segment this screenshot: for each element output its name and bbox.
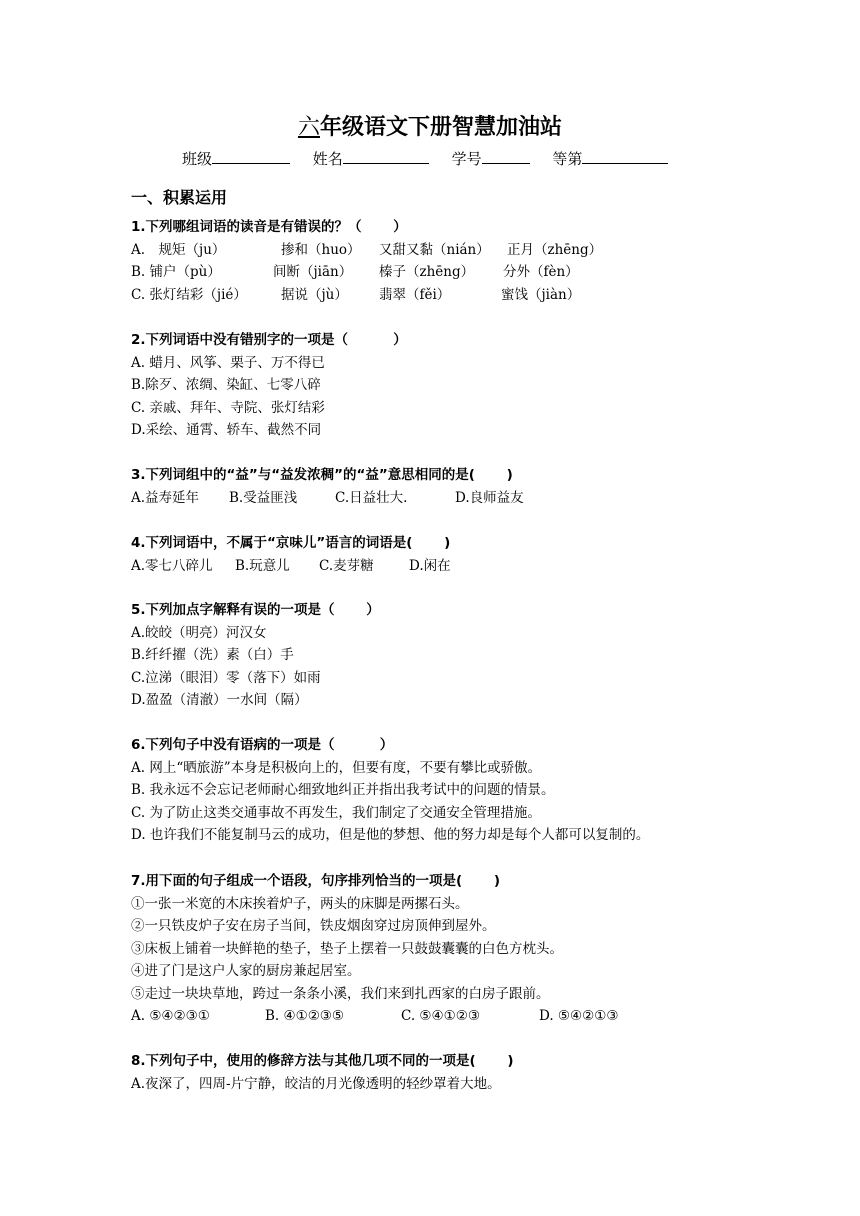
field-number: 学号 [452,150,530,168]
sentence-4: ④进了门是这户人家的厨房兼起居室。 [131,963,361,979]
question-stem: 6.下列句子中没有语病的一项是（ ） [131,737,394,753]
question-2 [131,329,407,442]
question-6 [131,734,649,847]
question-stem: 3.下列词组中的“益”与“益发浓稠”的“益”意思相同的是( ) [131,467,513,483]
option-line: A. 规矩（ju） 掺和（huo） 又甜又黏（nián） 正月（zhēng） [131,241,603,258]
option-line: A. ⑤④②③① B. ④①②③⑤ C. ⑤④①②③ D. ⑤④②①③ [131,1008,619,1024]
question-7 [131,870,618,1028]
option-line: A.零七八碎儿 B.玩意儿 C.麦芽糖 D.闲在 [131,557,451,574]
option-b: B.纤纤擢（洗）素（白）手 [131,647,294,663]
option-line: C. 张灯结彩（jié） 据说（jù） 翡翠（fěi） 蜜饯（jiàn） [131,286,581,303]
option-d: D.采绘、通霄、轿车、截然不同 [131,422,322,438]
field-grade-level: 等第 [552,150,668,168]
option-b: B. 我永远不会忘记老师耐心细致地纠正并指出我考试中的问题的情景。 [131,782,555,798]
option-line: B. 铺户（pù） 间断（jiān） 榛子（zhēng） 分外（fèn） [131,264,579,280]
question-stem: 8.下列句子中，使用的修辞方法与其他几项不同的一项是( ) [131,1053,514,1069]
name-blank[interactable] [343,149,429,164]
option-line: A.益寿延年 B.受益匪浅 C.日益壮大. D.良师益友 [131,489,524,506]
option-c: C.泣涕（眼泪）零（落下）如雨 [131,669,321,686]
option-a: A.皎皎（明亮）河汉女 [131,624,267,641]
question-5 [131,599,380,712]
question-1 [131,216,602,306]
section-title: 一、积累运用 [131,188,228,207]
option-a: A. 网上“晒旅游”本身是积极向上的，但要有度，不要有攀比或骄傲。 [131,759,542,776]
sentence-1: ①一张一米宽的木床挨着炉子，两头的床脚是两摞石头。 [131,895,469,912]
question-stem: 4.下列词语中，不属于“京味儿”语言的词语是( ) [131,535,451,551]
question-4 [131,532,451,577]
question-stem: 5.下列加点字解释有误的一项是（ ） [131,602,380,618]
student-info-row [182,148,686,169]
option-c: C. 亲戚、拜年、寺院、张灯结彩 [131,399,325,416]
grade-value: 六 [297,115,320,140]
field-class: 班级 [182,150,290,168]
number-blank[interactable] [482,149,530,164]
question-stem: 2.下列词语中没有错别字的一项是（ ） [131,332,407,348]
page-title [0,110,860,141]
option-d: D. 也许我们不能复制马云的成功，但是他的梦想、他的努力却是每个人都可以复制的。 [131,827,650,843]
sentence-5: ⑤走过一块块草地，跨过一条条小溪，我们来到扎西家的白房子跟前。 [131,985,550,1002]
question-8 [131,1050,514,1095]
option-c: C. 为了防止这类交通事故不再发生，我们制定了交通安全管理措施。 [131,804,541,821]
option-a: A. 蜡月、风筝、栗子、万不得已 [131,354,325,371]
sentence-3: ③床板上铺着一块鲜艳的垫子，垫子上摆着一只鼓鼓囊囊的白色方枕头。 [131,940,563,957]
sentence-2: ②一只铁皮炉子安在房子当间，铁皮烟囱穿过房顶伸到屋外。 [131,918,496,934]
question-stem: 1.下列哪组词语的读音是有错误的？（ ） [131,219,407,235]
question-stem: 7.用下面的句子组成一个语段，句序排列恰当的一项是( ) [131,873,501,889]
option-a: A.夜深了，四周-片宁静，皎洁的月光像透明的轻纱罩着大地。 [131,1075,501,1092]
grade-level-blank[interactable] [582,149,668,164]
title-text: 年级语文下册智慧加油站 [320,114,563,140]
question-3 [131,464,524,509]
option-d: D.盈盈（清澈）一水间（隔） [131,692,308,708]
field-name: 姓名 [313,150,429,168]
class-blank[interactable] [212,149,290,164]
option-b: B.除歹、浓绸、染缸、七零八碎 [131,377,321,393]
